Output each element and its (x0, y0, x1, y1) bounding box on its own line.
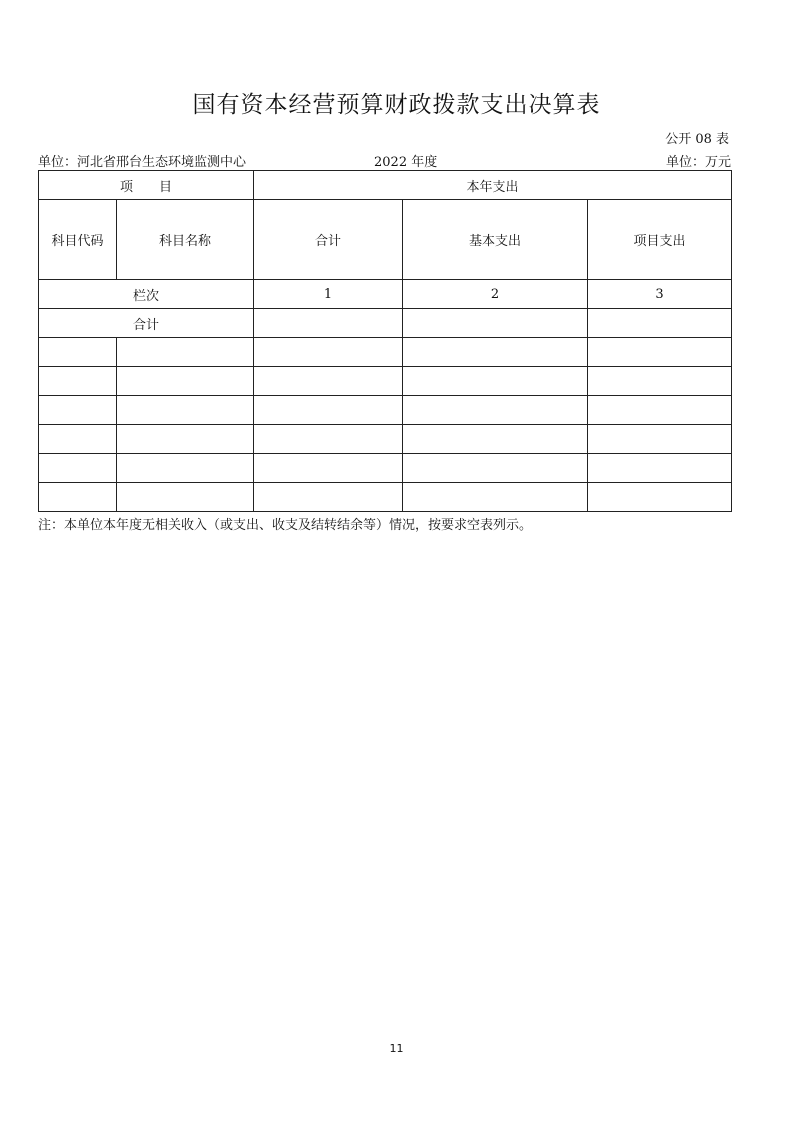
empty-cell (588, 483, 732, 512)
table-row (39, 367, 732, 396)
table-row (39, 483, 732, 512)
empty-cell (117, 396, 254, 425)
lanci-label: 栏次 (39, 280, 254, 309)
column-total: 合计 (254, 200, 403, 280)
empty-cell (39, 396, 117, 425)
total-value-cell (403, 309, 588, 338)
table-row (39, 338, 732, 367)
empty-cell (39, 454, 117, 483)
total-value-cell (254, 309, 403, 338)
total-row (39, 309, 732, 338)
empty-cell (254, 483, 403, 512)
empty-cell (117, 367, 254, 396)
empty-cell (588, 454, 732, 483)
total-row-label: 合计 (39, 309, 254, 338)
column-basic-expenditure: 基本支出 (403, 200, 588, 280)
table-row (39, 454, 732, 483)
column-subject-code: 科目代码 (39, 200, 117, 280)
lanci-value: 3 (588, 280, 732, 309)
empty-cell (117, 425, 254, 454)
empty-cell (403, 483, 588, 512)
header-row-2 (39, 200, 732, 280)
page-number: 11 (389, 1042, 404, 1055)
column-subject-name: 科目名称 (117, 200, 254, 280)
empty-cell (254, 396, 403, 425)
currency-unit: 单位：万元 (665, 155, 731, 170)
header-item-cell: 项 目 (39, 171, 254, 200)
empty-cell (403, 454, 588, 483)
empty-cell (254, 338, 403, 367)
lanci-value: 2 (403, 280, 588, 309)
footnote: 注：本单位本年度无相关收入（或支出、收支及结转结余等）情况，按要求空表列示。 (38, 518, 533, 533)
empty-cell (254, 454, 403, 483)
empty-cell (39, 425, 117, 454)
expenditure-table (38, 170, 732, 512)
meta-row (38, 151, 731, 169)
empty-cell (403, 367, 588, 396)
empty-cell (254, 367, 403, 396)
table-row (39, 396, 732, 425)
empty-cell (254, 425, 403, 454)
empty-cell (117, 483, 254, 512)
form-code-label: 公开 08 表 (665, 132, 729, 147)
empty-cell (39, 367, 117, 396)
empty-cell (403, 425, 588, 454)
lanci-value: 1 (254, 280, 403, 309)
empty-cell (117, 454, 254, 483)
empty-cell (588, 367, 732, 396)
empty-cell (588, 425, 732, 454)
empty-cell (403, 338, 588, 367)
total-value-cell (588, 309, 732, 338)
header-row-1 (39, 171, 732, 200)
reporting-unit: 单位：河北省邢台生态环境监测中心 (38, 155, 247, 170)
header-current-year-cell: 本年支出 (254, 171, 732, 200)
empty-cell (117, 338, 254, 367)
empty-cell (39, 483, 117, 512)
column-project-expenditure: 项目支出 (588, 200, 732, 280)
empty-cell (403, 396, 588, 425)
table-row (39, 425, 732, 454)
empty-cell (588, 338, 732, 367)
page-title: 国有资本经营预算财政拨款支出决算表 (192, 92, 601, 118)
lanci-row (39, 280, 732, 309)
empty-cell (588, 396, 732, 425)
empty-cell (39, 338, 117, 367)
fiscal-year: 2022 年度 (374, 155, 438, 170)
